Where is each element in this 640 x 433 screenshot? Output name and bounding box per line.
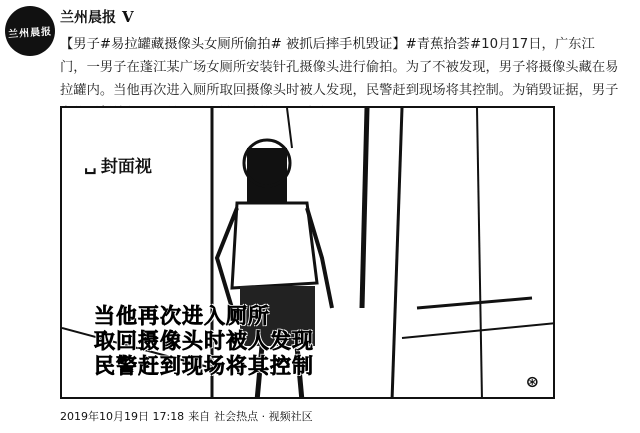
video-player[interactable]: [60, 106, 555, 399]
watermark-text: 封面视: [100, 157, 152, 177]
account-row: [60, 6, 134, 28]
verified-badge-icon: V: [122, 8, 134, 26]
source-link[interactable]: 社会热点 · 视频社区: [214, 410, 313, 423]
censored-face: [247, 148, 287, 203]
video-subtitle-2: 取回摄像头时被人发现: [94, 329, 314, 353]
account-name[interactable]: 兰州晨报: [60, 10, 116, 26]
video-corner-logo-icon: ⊛: [525, 372, 539, 391]
topic-link-secondary[interactable]: #青蕉拾荟#: [405, 37, 482, 52]
video-watermark: [84, 152, 152, 177]
cover-news-logo-icon: ␣: [84, 154, 97, 175]
avatar-text: 兰州晨报: [7, 25, 53, 41]
timestamp[interactable]: 2019年10月19日 17:18: [60, 410, 185, 423]
post-line-1: [60, 33, 630, 56]
post-line-2: 门，一男子在蓬江某广场女厕所安装针孔摄像头进行偷拍。为了不被发现，男子将摄像头藏在易: [60, 60, 619, 75]
post-line-1-rest: 10月17日，广东江: [481, 37, 595, 52]
post-meta: [60, 408, 313, 424]
topic-link[interactable]: 【男子#易拉罐藏摄像头女厕所偷拍# 被抓后摔手机毁证】: [60, 37, 406, 52]
post-line-3: 拉罐内。当他再次进入厕所取回摄像头时被人发现，民警赶到现场将其控制。为销毁证据，男子: [60, 83, 619, 98]
video-subtitle-1: 当他再次进入厕所: [94, 304, 270, 328]
video-subtitle-3: 民警赶到现场将其控制: [94, 354, 314, 378]
avatar[interactable]: [5, 6, 55, 56]
source-prefix: 来自: [188, 410, 211, 423]
